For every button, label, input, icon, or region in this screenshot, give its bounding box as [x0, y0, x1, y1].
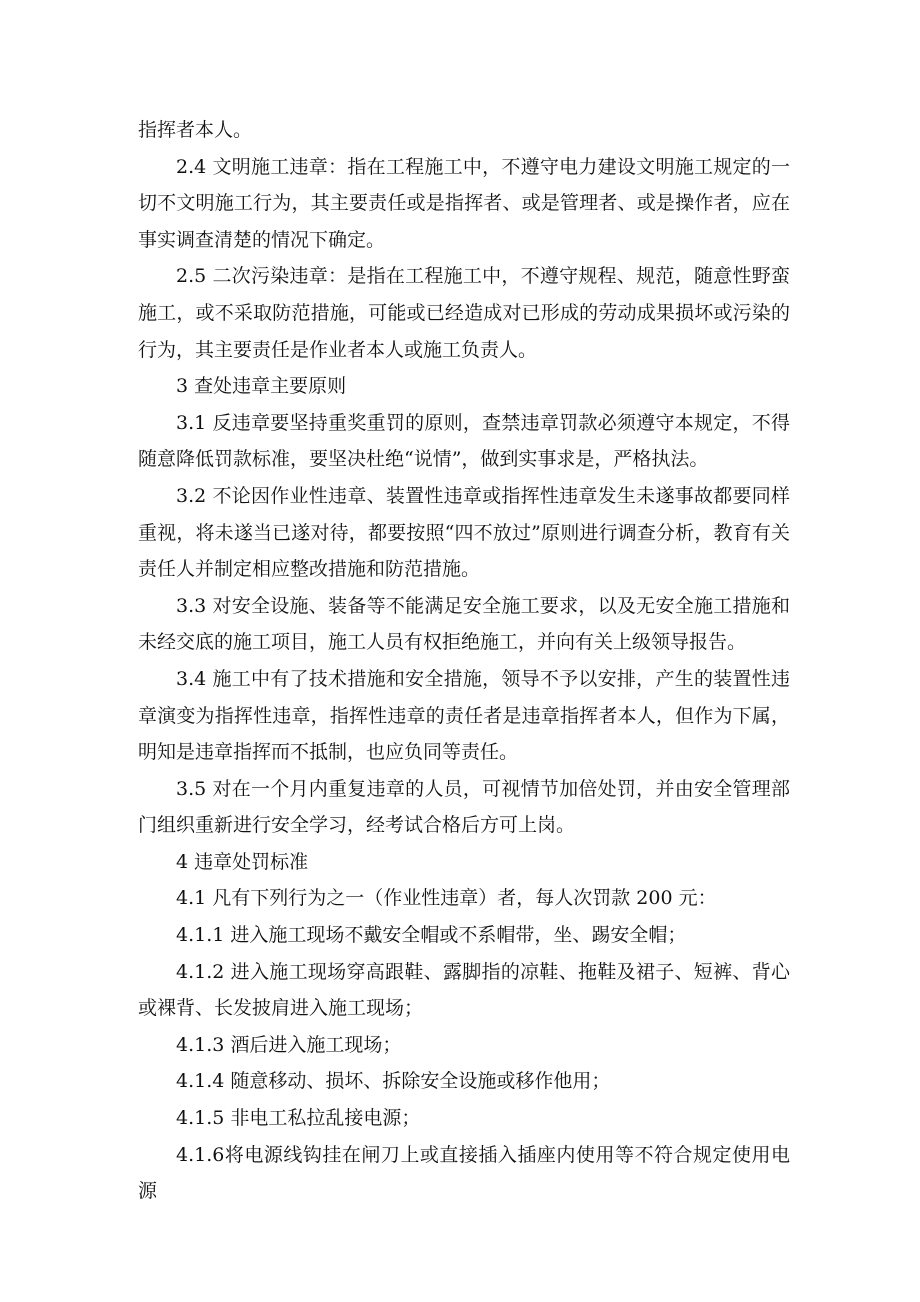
paragraph-3-3: 3.3 对安全设施、装备等不能满足安全施工要求，以及无安全施工措施和未经交底的施工项目，施工人员有权拒绝施工，并向有关上级领导报告。 [138, 594, 790, 654]
paragraph-4-1-6: 4.1.6将电源线钩挂在闸刀上或直接插入插座内使用等不符合规定使用电源 [138, 1143, 790, 1203]
paragraph-4-1-1: 4.1.1 进入施工现场不戴安全帽或不系帽带，坐、踢安全帽； [176, 924, 687, 947]
paragraph-4-1-2: 4.1.2 进入施工现场穿高跟鞋、露脚指的凉鞋、拖鞋及裙子、短裤、背心或裸背、长发披肩进入施工现场； [138, 960, 790, 1020]
paragraph-3-5: 3.5 对在一个月内重复违章的人员，可视情节加倍处罚，并由安全管理部门组织重新进行安全学习，经考试合格后方可上岗。 [138, 777, 790, 837]
paragraph-4-1: 4.1 凡有下列行为之一（作业性违章）者，每人次罚款 200 元： [176, 887, 717, 910]
paragraph-3-4: 3.4 施工中有了技术措施和安全措施，领导不予以安排，产生的装置性违章演变为指挥性违章，指挥性违章的责任者是违章指挥者本人，但作为下属，明知是违章指挥而不抵制，也应负同等责任。 [138, 667, 790, 764]
document-body [138, 112, 790, 1210]
paragraph-3-1: 3.1 反违章要坚持重奖重罚的原则，查禁违章罚款必须遵守本规定，不得随意降低罚款标准，要坚决杜绝“说情”，做到实事求是，严格执法。 [138, 411, 790, 471]
section-heading-4: 4 违章处罚标准 [176, 850, 309, 873]
section-heading-3: 3 查处违章主要原则 [176, 375, 347, 398]
paragraph-4-1-5: 4.1.5 非电工私拉乱接电源； [176, 1107, 421, 1130]
paragraph-4-1-4: 4.1.4 随意移动、损坏、拆除安全设施或移作他用； [176, 1070, 611, 1093]
paragraph-4-1-3: 4.1.3 酒后进入施工现场； [176, 1033, 402, 1056]
paragraph-3-2: 3.2 不论因作业性违章、装置性违章或指挥性违章发生未遂事故都要同样重视，将未遂当已遂对待，都要按照“四不放过”原则进行调查分析，教育有关责任人并制定相应整改措施和防范措施。 [138, 484, 790, 581]
paragraph-2-5: 2.5 二次污染违章：是指在工程施工中，不遵守规程、规范，随意性野蛮施工，或不采取防范措施，可能或已经造成对已形成的劳动成果损坏或污染的行为，其主要责任是作业者本人或施工负责人。 [138, 265, 790, 361]
paragraph-continuation: 指挥者本人。 [138, 119, 253, 141]
paragraph-2-4: 2.4 文明施工违章：指在工程施工中，不遵守电力建设文明施工规定的一切不文明施工行为，其主要责任或是指挥者、或是管理者、或是操作者，应在事实调查清楚的情况下确定。 [138, 155, 790, 251]
